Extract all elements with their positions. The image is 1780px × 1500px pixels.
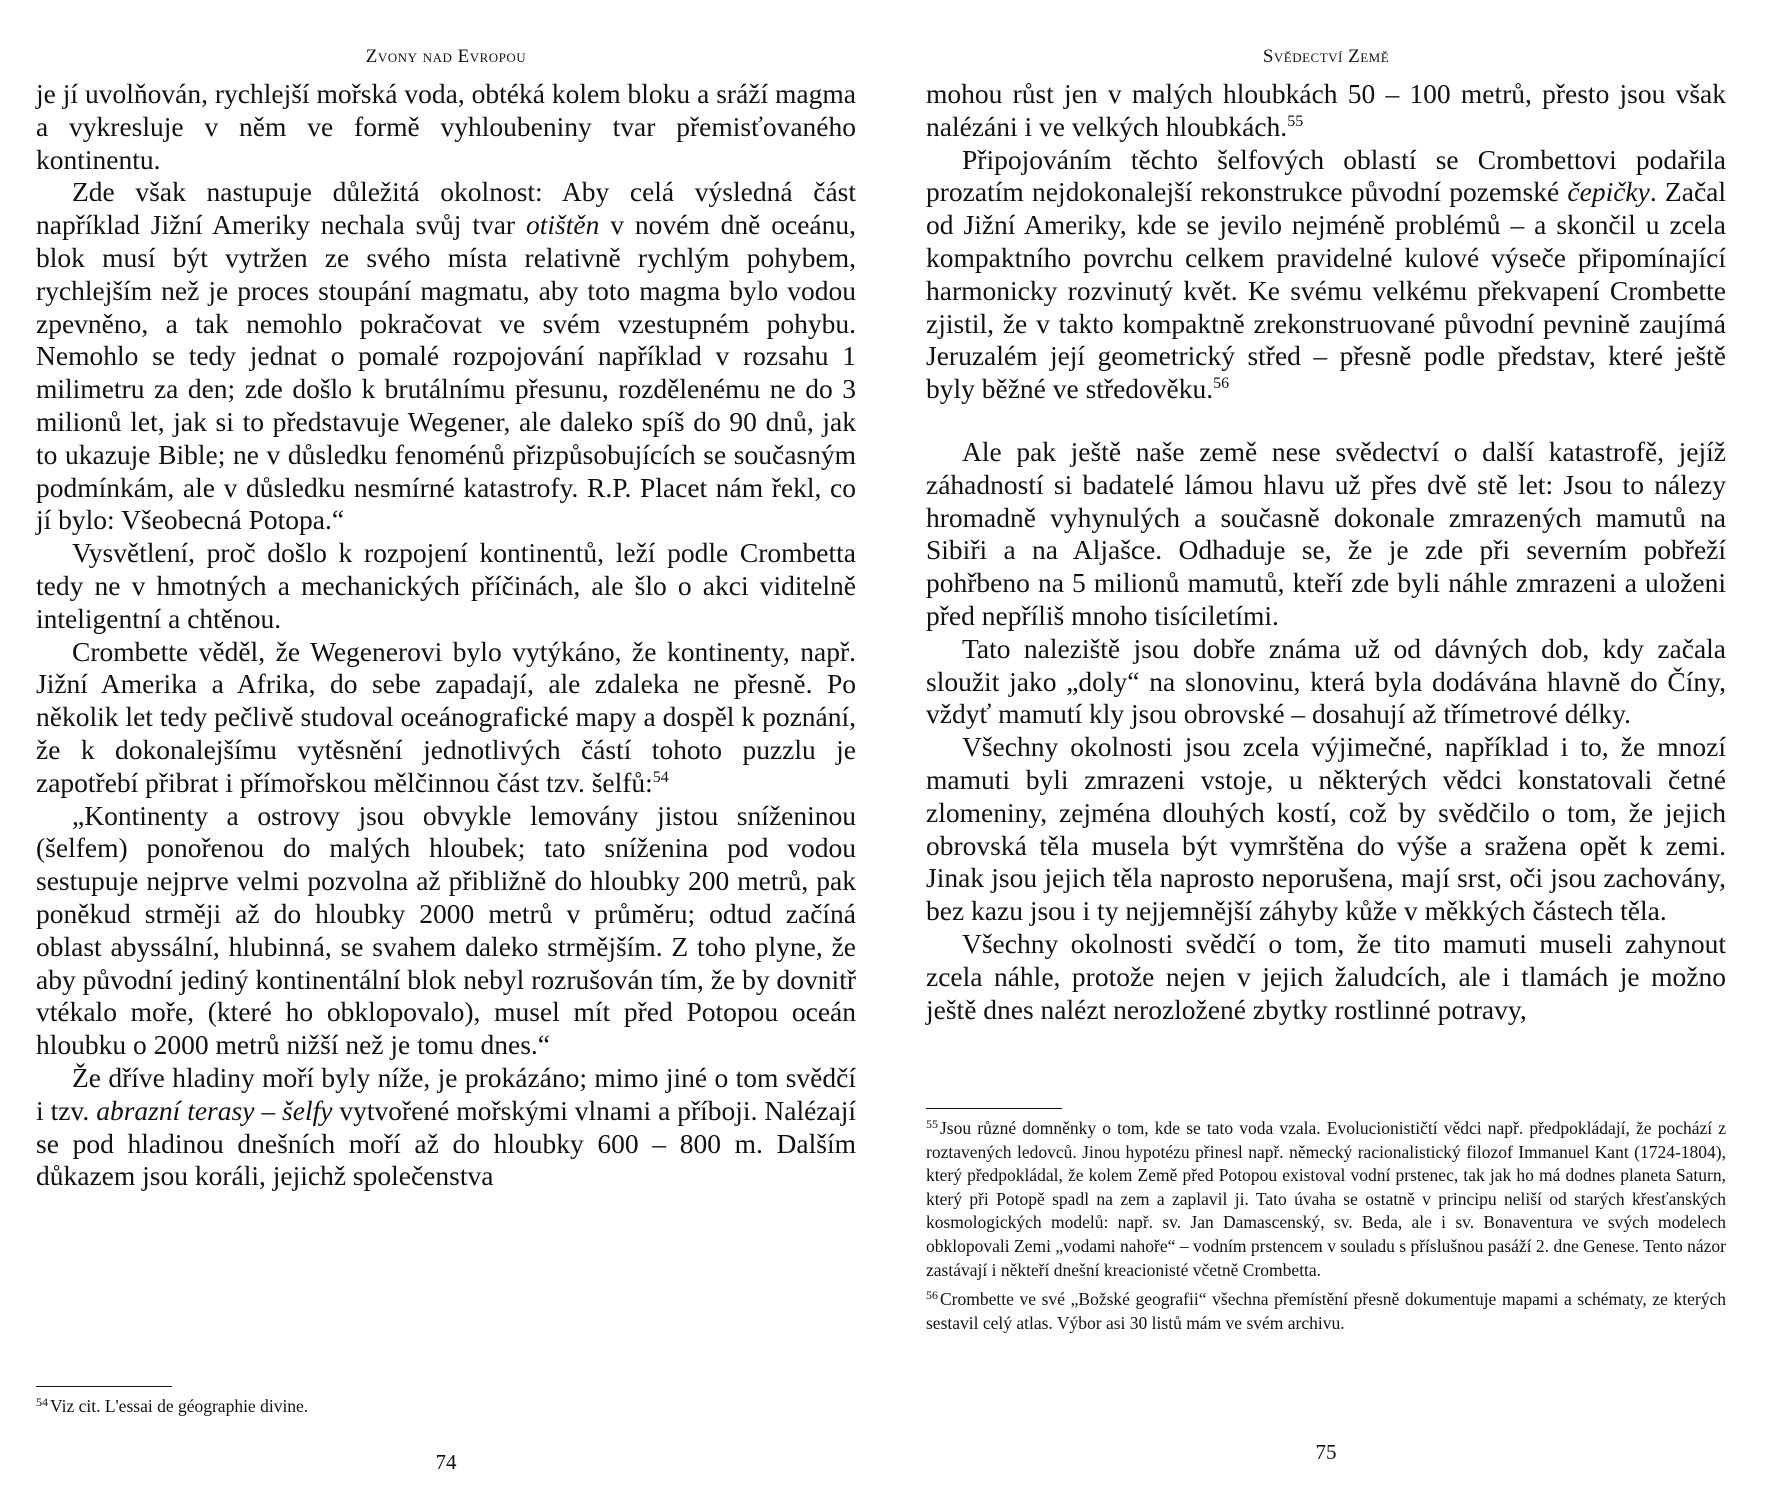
text-run: Že dříve hladiny moří byly níže, je prokázáno; mimo jiné o tom svědčí i tzv. <box>36 1061 856 1126</box>
body-text <box>926 78 1726 1026</box>
footnote-text: Crombette ve své „Božské geografii“ všechna přemístění přesně dokumentuje mapami a schématy, ze kterých sestavil celý atlas. Výbor asi 30 listů mám ve svém archivu. <box>926 1289 1726 1333</box>
paragraph <box>36 1062 856 1193</box>
footnote-reference: 54 <box>652 768 669 786</box>
body-text <box>36 78 856 1193</box>
paragraph <box>36 636 856 800</box>
footnote-mark: 54 <box>36 1395 48 1409</box>
text-run: Zde však nastupuje důležitá okolnost: Aby celá výsledná část například Jižní Ameriky nechala svůj tvar <box>36 176 856 241</box>
text-run: Crombette věděl, že Wegenerovi bylo vytýkáno, že kontinenty, např. Jižní Amerika a Afrika, do sebe zapadají, ale zdaleka ne přesně. Po několik let tedy pečlivě studoval oceánografické mapy a dospěl k poznání, že k dokonalejšímu vytěsnění jednotlivých částí tohoto puzzlu je zapotřebí přibrat i přímořskou mělčinnou část tzv. šelfů: <box>36 635 856 798</box>
footnote-reference: 55 <box>1287 112 1304 130</box>
footnotes <box>926 1108 1726 1341</box>
right-page <box>890 0 1780 1500</box>
footnote-reference: 56 <box>1213 375 1230 393</box>
page-number: 75 <box>1315 1440 1337 1464</box>
footnote <box>926 1288 1726 1335</box>
running-head: Svědectví Země <box>1262 46 1390 67</box>
paragraph: Ale pak ještě naše země nese svědectví o další katastrofě, jejíž záhadností si badatelé lámou hlavu už přes dvě stě let: Jsou to nálezy hromadně vyhynulých a současně dokonale zmrazených mamutů na Sibiři a na Aljašce. Odhaduje se, že je zde při severním pobřeží pohřbeno na 5 milionů mamutů, kteří zde byli náhle zmrazeni a uloženi před nepříliš mnoho tisíciletími. <box>926 435 1726 631</box>
paragraph <box>926 144 1726 406</box>
paragraph: Tato naleziště jsou dobře známa už od dávných dob, kdy začala sloužit jako „doly“ na slonovinu, která byla dodávána hlavně do Číny, vždyť mamutí kly jsou obrovské – dosahují až třímetrové délky. <box>926 632 1726 730</box>
page-number: 74 <box>435 1450 457 1474</box>
text-run: vytvořené mořskými vlnami a příboji. Nalézají se pod hladinou dnešních moří až do hloubky 600 – 800 m. Dalším důkazem jsou koráli, jejichž společenstva <box>36 1094 856 1192</box>
italic-text: čepičky <box>1567 176 1650 208</box>
italic-text: abrazní terasy – šelfy <box>96 1094 333 1126</box>
footnote-mark: 55 <box>926 1117 938 1131</box>
italic-text: otištěn <box>526 209 600 241</box>
footnotes <box>36 1386 856 1425</box>
footnote-mark: 56 <box>926 1288 938 1303</box>
text-run: v novém dně oceánu, blok musí být vytržen ze svého místa relativně rychlým pohybem, rychlejším než je proces stoupání magmatu, aby toto magma bylo vodou zpevněno, a tak nemohlo pokračovat ve svém vzestupném pohybu. Nemohlo se tedy jednat o pomalé rozpojování například v rozsahu 1 milimetru za den; zde došlo k brutálnímu přesunu, rozdělenému ne do 3 milionů let, jak si to představuje Wegener, ale daleko spíš do 90 dnů, jak to ukazuje Bible; ne v důsledku fenoménů přizpůsobujících se současným podmínkám, ale v důsledku nesmírné katastrofy. R.P. Placet nám řekl, co jí bylo: Všeobecná Potopa.“ <box>36 209 856 536</box>
paragraph: „Kontinenty a ostrovy jsou obvykle lemovány jistou sníženinou (šelfem) ponořenou do malých hloubek; tato sníženina pod vodou sestupuje nejprve velmi pozvolna až přibližně do hloubky 200 metrů, pak poněkud strměji až do hloubky 2000 metrů v průměru; odtud začíná oblast abyssální, hlubinná, se svahem daleko strmějším. Z toho plyne, že aby původní jediný kontinentální blok nebyl rozrušován tím, že by dovnitř vtékalo moře, (které ho obklopovalo), musel mít před Potopou oceán hloubku o 2000 metrů nižší než je tomu dnes.“ <box>36 799 856 1061</box>
text-run: Připojováním těchto šelfových oblastí se Crombettovi podařila prozatím nejdokonalejší rekonstrukce původní pozemské <box>926 143 1726 208</box>
paragraph: Vysvětlení, proč došlo k rozpojení kontinentů, leží podle Crombetta tedy ne v hmotných a mechanických příčinách, ale šlo o akci viditelně inteligentní a chtěnou. <box>36 537 856 634</box>
paragraph <box>36 176 856 537</box>
footnote-rule <box>926 1108 1062 1109</box>
footnote-text: Jsou různé domněnky o tom, kde se tato voda vzala. Evolucionističtí vědci např. předpokládají, že pochází z roztavených ledovců. Jinou hypotézu přinesl např. německý racionalistický filozof Immanuel Kant (1724-1804), který předpokládal, že kolem Země před Potopou existoval vodní prstenec, tak jak ho má dodnes planeta Saturn, který při Potopě spadl na zem a zaplavil ji. Tato úvaha se ostatně v principu neliší od starých křesťanských kosmologických modelů: např. sv. Jan Damascenský, sv. Beda, ale i sv. Bonaventura ve svých modelech obklopovali Zemi „vodami nahoře“ – vodním prstencem v souladu s příslušnou pasáží 2. dne Genese. Tento názor zastávají i někteří dnešní kreacionisté včetně Crombetta. <box>926 1118 1726 1280</box>
paragraph: Všechny okolnosti svědčí o tom, že tito mamuti museli zahynout zcela náhle, protože nejen v jejich žaludcích, ale i tlamách je možno ještě dnes nalézt nerozložené zbytky rostlinné potravy, <box>926 927 1726 1025</box>
text-run: . Začal od Jižní Ameriky, kde se jevilo nejméně problémů – a skončil u zcela kompaktního povrchu celkem pravidelné kulové výseče připomínající harmonicky rozvinutý květ. Ke svému velkému překvapení Crombette zjistil, že v takto kompaktně zrekonstruované původní pevnině zaujímá Jeruzalém její geometrický střed – přesně podle představ, které ještě byly běžné ve středověku. <box>926 176 1726 405</box>
text-run: mohou růst jen v malých hloubkách 50 – 100 metrů, přesto jsou však nalézáni i ve velkých hloubkách. <box>926 78 1726 142</box>
paragraph: Všechny okolnosti jsou zcela výjimečné, například i to, že mnozí mamuti byli zmrazeni vstoje, u některých vědci konstatovali četné zlomeniny, zejména dlouhých kostí, což by svědčilo o tom, že jejich obrovská těla musela být vymrštěna do výše a sražena opět k zemi. Jinak jsou jejich těla naprosto neporušena, mají srst, oči jsou zachovány, bez kazu jsou i ty nejjemnější záhyby kůže v měkkých částech těla. <box>926 731 1726 927</box>
running-head: Zvony nad Evropou <box>365 46 527 67</box>
paragraph <box>926 78 1726 144</box>
footnote <box>36 1395 856 1419</box>
footnote-rule <box>36 1386 172 1387</box>
footnote <box>926 1117 1726 1282</box>
paragraph: je jí uvolňován, rychlejší mořská voda, obtéká kolem bloku a sráží magma a vykresluje v něm ve formě vyhloubeniny tvar přemisťovaného kontinentu. <box>36 78 856 175</box>
footnote-text: Viz cit. L'essai de géographie divine. <box>50 1396 309 1416</box>
